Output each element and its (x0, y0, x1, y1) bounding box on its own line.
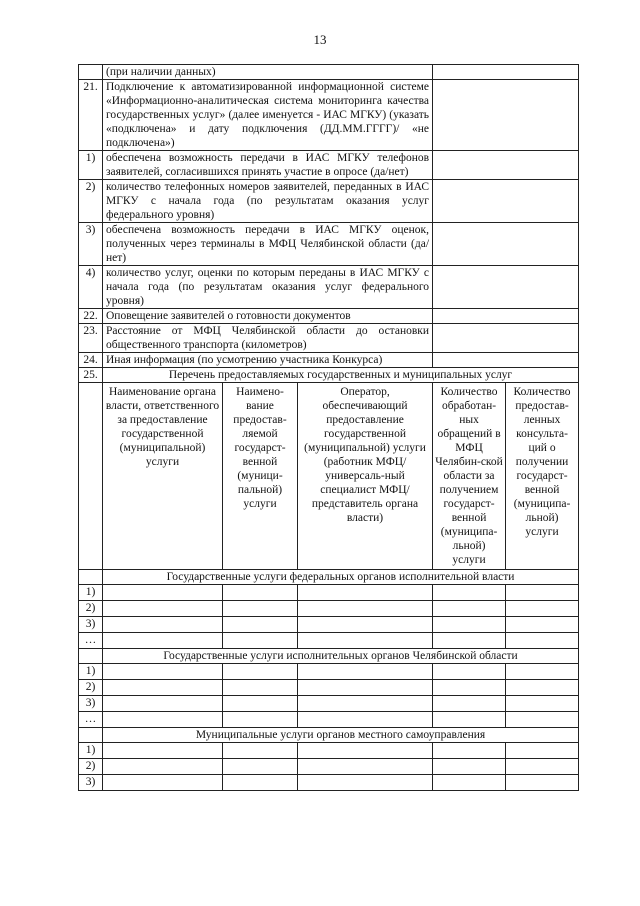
criteria-row (79, 324, 579, 353)
row-number (79, 65, 103, 80)
service-cell (223, 775, 298, 791)
row-value-cell (433, 180, 579, 223)
service-cell (223, 664, 298, 680)
service-cell (298, 601, 433, 617)
group-blank-cell (79, 728, 103, 743)
row-value-cell (433, 151, 579, 180)
group-title: Государственные услуги федеральных органов исполнительной власти (103, 570, 579, 585)
service-cell (103, 601, 223, 617)
service-cell (298, 680, 433, 696)
service-row (79, 664, 579, 680)
group-title-row (79, 728, 579, 743)
service-cell (506, 712, 579, 728)
service-cell (506, 601, 579, 617)
service-cell (433, 775, 506, 791)
row-number: 3) (79, 617, 103, 633)
service-cell (298, 696, 433, 712)
service-cell (506, 696, 579, 712)
service-cell (433, 759, 506, 775)
row-value-cell (433, 80, 579, 151)
row-value-cell (433, 324, 579, 353)
service-cell (103, 696, 223, 712)
row-text: количество телефонных номеров заявителей, переданных в ИАС МГКУ с начала года (по результатам оказания услуг федерального уровня) (103, 180, 433, 223)
criteria-table-body (79, 65, 579, 791)
row-value-cell (433, 353, 579, 368)
criteria-row (79, 80, 579, 151)
row-number: 2) (79, 759, 103, 775)
row-value-cell (433, 266, 579, 309)
criteria-row (79, 223, 579, 266)
service-row (79, 680, 579, 696)
row-number: … (79, 633, 103, 649)
row-number: 25. (79, 368, 103, 383)
service-cell (506, 585, 579, 601)
service-row (79, 775, 579, 791)
service-cell (223, 743, 298, 759)
service-cell (506, 759, 579, 775)
group-blank-cell (79, 570, 103, 585)
row-text: обеспечена возможность передачи в ИАС МГКУ оценок, полученных через терминалы в МФЦ Челябинской области (да/нет) (103, 223, 433, 266)
row-text: Расстояние от МФЦ Челябинской области до остановки общественного транспорта (километров) (103, 324, 433, 353)
service-row (79, 633, 579, 649)
service-cell (433, 712, 506, 728)
group-title: Государственные услуги исполнительных органов Челябинской области (103, 649, 579, 664)
service-cell (103, 759, 223, 775)
criteria-row (79, 309, 579, 324)
criteria-row (79, 266, 579, 309)
row-number: 1) (79, 743, 103, 759)
services-header-row (79, 383, 579, 570)
service-cell (223, 633, 298, 649)
service-cell (223, 585, 298, 601)
service-row (79, 712, 579, 728)
service-cell (298, 775, 433, 791)
service-cell (298, 585, 433, 601)
service-cell (103, 585, 223, 601)
row-text: (при наличии данных) (103, 65, 433, 80)
service-cell (433, 585, 506, 601)
criteria-row (79, 65, 579, 80)
section-title: Перечень предоставляемых государственных и муниципальных услуг (103, 368, 579, 383)
service-cell (506, 775, 579, 791)
row-text: Оповещение заявителей о готовности документов (103, 309, 433, 324)
row-number: 24. (79, 353, 103, 368)
service-cell (223, 617, 298, 633)
service-cell (103, 617, 223, 633)
service-cell (433, 680, 506, 696)
service-cell (103, 680, 223, 696)
row-number: 2) (79, 180, 103, 223)
group-title-row (79, 570, 579, 585)
service-row (79, 759, 579, 775)
section-25-title-row (79, 368, 579, 383)
row-number: 1) (79, 585, 103, 601)
criteria-row (79, 353, 579, 368)
row-number: 2) (79, 680, 103, 696)
service-row (79, 743, 579, 759)
row-number: 1) (79, 664, 103, 680)
row-text: Иная информация (по усмотрению участника Конкурса) (103, 353, 433, 368)
row-number: 3) (79, 223, 103, 266)
column-header: Оператор, обеспечивающий предоставление государственной (муниципальной) услуги (работник МФЦ/универсаль-ный специалист МФЦ/ представитель органа власти) (298, 383, 433, 570)
column-header: Количество обработан-ных обращений в МФЦ Челябин-ской области за получением государст-венной (муниципа-льной) услуги (433, 383, 506, 570)
criteria-table (78, 64, 579, 791)
service-cell (506, 680, 579, 696)
service-cell (433, 601, 506, 617)
row-value-cell (433, 223, 579, 266)
service-cell (433, 617, 506, 633)
column-header: Наимено-вание предостав-ляемой государст-венной (муници-пальной) услуги (223, 383, 298, 570)
criteria-row (79, 180, 579, 223)
service-cell (223, 712, 298, 728)
service-cell (103, 712, 223, 728)
row-number: 2) (79, 601, 103, 617)
service-cell (103, 664, 223, 680)
row-number: 21. (79, 80, 103, 151)
service-cell (433, 664, 506, 680)
service-row (79, 696, 579, 712)
column-header: Наименование органа власти, ответственного за предоставление государственной (муниципальной) услуги (103, 383, 223, 570)
service-cell (433, 696, 506, 712)
service-cell (506, 664, 579, 680)
row-value-cell (433, 65, 579, 80)
service-cell (433, 633, 506, 649)
group-title-row (79, 649, 579, 664)
service-cell (223, 680, 298, 696)
row-number: 1) (79, 151, 103, 180)
row-number: 3) (79, 775, 103, 791)
service-row (79, 601, 579, 617)
service-cell (103, 743, 223, 759)
row-number: 3) (79, 696, 103, 712)
service-cell (506, 633, 579, 649)
service-cell (103, 775, 223, 791)
service-row (79, 585, 579, 601)
group-blank-cell (79, 649, 103, 664)
service-cell (298, 633, 433, 649)
row-text: Подключение к автоматизированной информационной системе «Информационно-аналитическая система мониторинга качества государственных услуг» (далее именуется - ИАС МГКУ) (указать «подключена» и дату подключения (ДД.ММ.ГГГГ)/ «не подключена») (103, 80, 433, 151)
service-cell (298, 664, 433, 680)
page-number: 13 (313, 32, 327, 47)
row-number: 22. (79, 309, 103, 324)
row-text: обеспечена возможность передачи в ИАС МГКУ телефонов заявителей, согласившихся принять участие в опросе (да/нет) (103, 151, 433, 180)
service-cell (223, 759, 298, 775)
service-cell (223, 696, 298, 712)
service-cell (506, 617, 579, 633)
service-cell (298, 617, 433, 633)
service-cell (506, 743, 579, 759)
criteria-row (79, 151, 579, 180)
service-cell (298, 743, 433, 759)
service-cell (298, 759, 433, 775)
column-header: Количество предостав-ленных консульта-ций о получении государст-венной (муниципа-льной) услуги (506, 383, 579, 570)
service-cell (433, 743, 506, 759)
row-number: 4) (79, 266, 103, 309)
row-number: 23. (79, 324, 103, 353)
row-text: количество услуг, оценки по которым переданы в ИАС МГКУ с начала года (по результатам оказания услуг федерального уровня) (103, 266, 433, 309)
row-number: … (79, 712, 103, 728)
service-cell (103, 633, 223, 649)
service-row (79, 617, 579, 633)
service-cell (223, 601, 298, 617)
service-cell (298, 712, 433, 728)
header-blank-cell (79, 383, 103, 570)
row-value-cell (433, 309, 579, 324)
group-title: Муниципальные услуги органов местного самоуправления (103, 728, 579, 743)
